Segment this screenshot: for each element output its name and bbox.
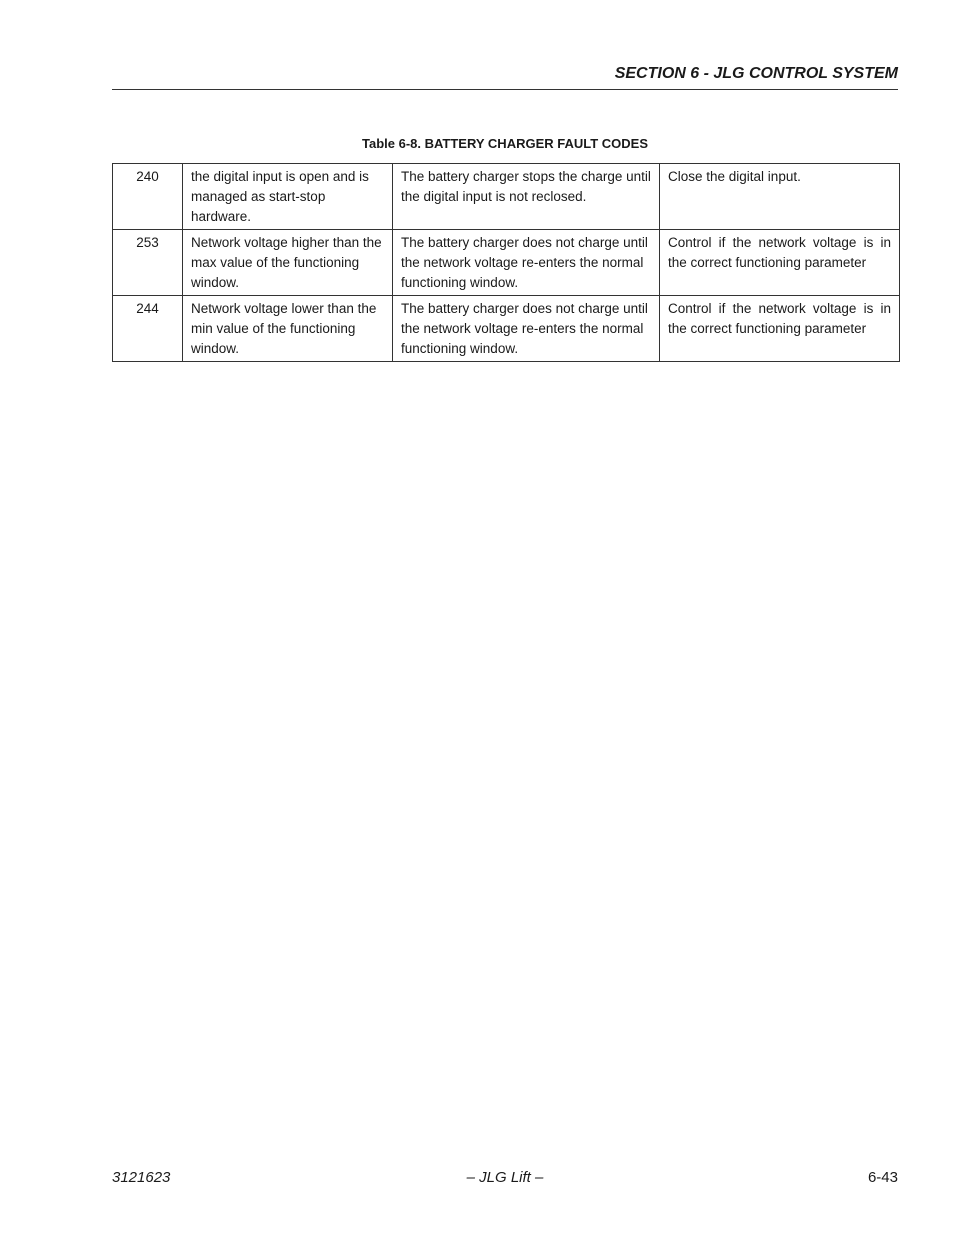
table-row bbox=[113, 296, 900, 362]
fault-remedy-cell: Control if the network voltage is in the correct functioning parameter bbox=[660, 296, 900, 362]
fault-description-cell: Network voltage lower than the min value of the functioning window. bbox=[183, 296, 393, 362]
footer-page-number: 6-43 bbox=[867, 1169, 898, 1186]
fault-result-cell: The battery charger does not charge until the network voltage re-enters the normal functioning window. bbox=[393, 296, 660, 362]
table-row bbox=[113, 230, 900, 296]
fault-code-cell: 240 bbox=[113, 164, 183, 230]
fault-codes-table bbox=[112, 163, 900, 362]
fault-remedy-cell: Close the digital input. bbox=[660, 164, 900, 230]
fault-code-cell: 244 bbox=[113, 296, 183, 362]
table-row bbox=[113, 164, 900, 230]
fault-description-cell: Network voltage higher than the max value of the functioning window. bbox=[183, 230, 393, 296]
section-title: SECTION 6 - JLG CONTROL SYSTEM bbox=[614, 65, 898, 82]
fault-description-cell: the digital input is open and is managed as start-stop hardware. bbox=[183, 164, 393, 230]
fault-result-cell: The battery charger stops the charge until the digital input is not reclosed. bbox=[393, 164, 660, 230]
page-footer bbox=[112, 1168, 898, 1190]
table-title: Table 6-8. BATTERY CHARGER FAULT CODES bbox=[361, 136, 649, 151]
footer-document-number: 3121623 bbox=[112, 1169, 171, 1186]
fault-result-cell: The battery charger does not charge until the network voltage re-enters the normal functioning window. bbox=[393, 230, 660, 296]
fault-remedy-cell: Control if the network voltage is in the correct functioning parameter bbox=[660, 230, 900, 296]
footer-publisher: – JLG Lift – bbox=[466, 1169, 544, 1186]
section-header bbox=[112, 64, 898, 90]
fault-code-cell: 253 bbox=[113, 230, 183, 296]
